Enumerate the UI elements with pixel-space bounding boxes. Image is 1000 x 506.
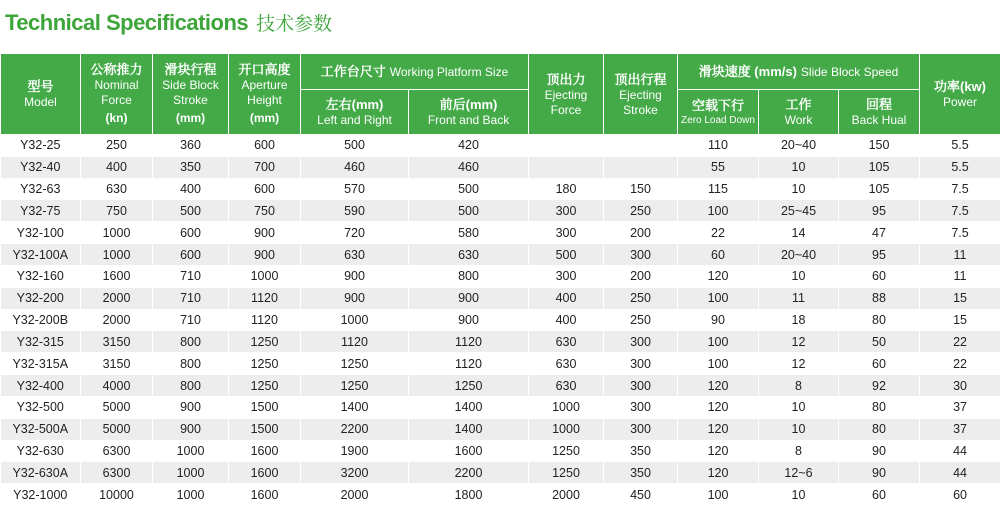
table-row (1, 222, 1000, 244)
header-ejecting-force: 顶出力 Ejecting Force (529, 54, 604, 135)
cell-power: 7.5 (920, 200, 1000, 222)
table-row (1, 309, 1000, 331)
table-row (1, 331, 1000, 353)
cell-work-speed: 10 (759, 484, 839, 506)
cell-work-speed: 10 (759, 418, 839, 440)
cell-aperture-height: 750 (229, 200, 301, 222)
cell-power: 44 (920, 440, 1000, 462)
cell-back-speed: 80 (839, 309, 920, 331)
cell-stroke: 710 (153, 309, 229, 331)
cell-zero-load-down: 115 (678, 178, 759, 200)
cell-model: Y32-315A (1, 353, 81, 375)
cell-aperture-height: 900 (229, 244, 301, 266)
cell-ejecting-force: 630 (529, 331, 604, 353)
cell-nominal-force: 630 (81, 178, 153, 200)
cell-aperture-height: 1120 (229, 287, 301, 309)
cell-model: Y32-630 (1, 440, 81, 462)
cell-nominal-force: 2000 (81, 287, 153, 309)
cell-left-right: 590 (301, 200, 409, 222)
cell-back-speed: 60 (839, 265, 920, 287)
cell-stroke: 350 (153, 156, 229, 178)
cell-power: 44 (920, 462, 1000, 484)
cell-work-speed: 12 (759, 353, 839, 375)
cell-front-back: 1120 (409, 353, 529, 375)
table-row (1, 178, 1000, 200)
cell-nominal-force: 1000 (81, 244, 153, 266)
cell-back-speed: 95 (839, 244, 920, 266)
cell-ejecting-stroke: 250 (604, 309, 678, 331)
cell-stroke: 600 (153, 244, 229, 266)
cell-ejecting-stroke: 350 (604, 462, 678, 484)
cell-power: 11 (920, 265, 1000, 287)
cell-back-speed: 95 (839, 200, 920, 222)
cell-front-back: 1400 (409, 396, 529, 418)
cell-left-right: 1900 (301, 440, 409, 462)
cell-aperture-height: 1120 (229, 309, 301, 331)
table-row (1, 244, 1000, 266)
cell-model: Y32-200 (1, 287, 81, 309)
cell-zero-load-down: 120 (678, 462, 759, 484)
table-row (1, 265, 1000, 287)
cell-model: Y32-100 (1, 222, 81, 244)
table-row (1, 375, 1000, 397)
cell-front-back: 2200 (409, 462, 529, 484)
cell-nominal-force: 6300 (81, 462, 153, 484)
header-speed: 滑块速度 (mm/s) Slide Block Speed (678, 54, 920, 90)
header-ejecting-stroke: 顶出行程 Ejecting Stroke (604, 54, 678, 135)
cell-zero-load-down: 22 (678, 222, 759, 244)
cell-nominal-force: 10000 (81, 484, 153, 506)
cell-ejecting-stroke (604, 156, 678, 178)
cell-left-right: 500 (301, 135, 409, 157)
cell-front-back: 1800 (409, 484, 529, 506)
cell-stroke: 400 (153, 178, 229, 200)
cell-ejecting-force: 400 (529, 309, 604, 331)
table-row (1, 462, 1000, 484)
cell-front-back: 460 (409, 156, 529, 178)
table-row (1, 440, 1000, 462)
cell-back-speed: 150 (839, 135, 920, 157)
cell-nominal-force: 5000 (81, 396, 153, 418)
cell-front-back: 1120 (409, 331, 529, 353)
header-zero-load-down: 空载下行 Zero Load Down (678, 90, 759, 135)
cell-zero-load-down: 100 (678, 484, 759, 506)
cell-ejecting-stroke: 350 (604, 440, 678, 462)
cell-nominal-force: 4000 (81, 375, 153, 397)
cell-power: 11 (920, 244, 1000, 266)
table-row (1, 200, 1000, 222)
cell-stroke: 1000 (153, 440, 229, 462)
header-work: 工作 Work (759, 90, 839, 135)
cell-stroke: 500 (153, 200, 229, 222)
cell-model: Y32-500 (1, 396, 81, 418)
table-row (1, 418, 1000, 440)
cell-front-back: 420 (409, 135, 529, 157)
header-platform: 工作台尺寸 Working Platform Size (301, 54, 529, 90)
cell-work-speed: 8 (759, 375, 839, 397)
cell-ejecting-force (529, 135, 604, 157)
cell-work-speed: 10 (759, 156, 839, 178)
cell-power: 22 (920, 353, 1000, 375)
cell-nominal-force: 250 (81, 135, 153, 157)
title-cn: 技术参数 (256, 14, 332, 35)
cell-work-speed: 12~6 (759, 462, 839, 484)
cell-work-speed: 25~45 (759, 200, 839, 222)
cell-ejecting-force: 300 (529, 200, 604, 222)
header-front-back: 前后(mm) Front and Back (409, 90, 529, 135)
cell-ejecting-force: 400 (529, 287, 604, 309)
cell-work-speed: 11 (759, 287, 839, 309)
cell-aperture-height: 1600 (229, 440, 301, 462)
cell-aperture-height: 1250 (229, 331, 301, 353)
cell-power: 60 (920, 484, 1000, 506)
cell-stroke: 800 (153, 375, 229, 397)
cell-ejecting-stroke: 300 (604, 396, 678, 418)
cell-left-right: 1000 (301, 309, 409, 331)
cell-power: 5.5 (920, 135, 1000, 157)
cell-left-right: 1120 (301, 331, 409, 353)
cell-aperture-height: 1250 (229, 375, 301, 397)
cell-stroke: 600 (153, 222, 229, 244)
spec-table-body (1, 135, 1000, 506)
cell-model: Y32-100A (1, 244, 81, 266)
header-model: 型号 Model (1, 54, 81, 135)
table-row (1, 396, 1000, 418)
cell-power: 15 (920, 287, 1000, 309)
cell-front-back: 1400 (409, 418, 529, 440)
cell-nominal-force: 6300 (81, 440, 153, 462)
cell-zero-load-down: 120 (678, 375, 759, 397)
cell-left-right: 900 (301, 287, 409, 309)
page-title (5, 9, 332, 37)
cell-ejecting-force (529, 156, 604, 178)
cell-back-speed: 80 (839, 396, 920, 418)
cell-ejecting-force: 300 (529, 222, 604, 244)
cell-zero-load-down: 60 (678, 244, 759, 266)
spec-table (0, 53, 1000, 506)
cell-aperture-height: 900 (229, 222, 301, 244)
cell-power: 5.5 (920, 156, 1000, 178)
cell-ejecting-force: 300 (529, 265, 604, 287)
cell-nominal-force: 5000 (81, 418, 153, 440)
cell-model: Y32-40 (1, 156, 81, 178)
cell-zero-load-down: 100 (678, 331, 759, 353)
cell-aperture-height: 1600 (229, 462, 301, 484)
cell-ejecting-stroke: 300 (604, 353, 678, 375)
cell-zero-load-down: 100 (678, 200, 759, 222)
cell-front-back: 800 (409, 265, 529, 287)
cell-power: 7.5 (920, 178, 1000, 200)
cell-aperture-height: 1000 (229, 265, 301, 287)
cell-back-speed: 92 (839, 375, 920, 397)
cell-left-right: 2200 (301, 418, 409, 440)
cell-aperture-height: 1600 (229, 484, 301, 506)
cell-aperture-height: 600 (229, 135, 301, 157)
cell-ejecting-force: 1000 (529, 396, 604, 418)
cell-ejecting-force: 1250 (529, 462, 604, 484)
cell-ejecting-force: 1000 (529, 418, 604, 440)
table-row (1, 287, 1000, 309)
cell-front-back: 900 (409, 287, 529, 309)
cell-model: Y32-75 (1, 200, 81, 222)
cell-back-speed: 47 (839, 222, 920, 244)
cell-nominal-force: 2000 (81, 309, 153, 331)
cell-stroke: 800 (153, 353, 229, 375)
cell-back-speed: 80 (839, 418, 920, 440)
cell-ejecting-force: 500 (529, 244, 604, 266)
cell-work-speed: 14 (759, 222, 839, 244)
cell-front-back: 580 (409, 222, 529, 244)
cell-ejecting-force: 180 (529, 178, 604, 200)
cell-work-speed: 20~40 (759, 135, 839, 157)
cell-aperture-height: 1500 (229, 418, 301, 440)
cell-zero-load-down: 100 (678, 287, 759, 309)
cell-zero-load-down: 120 (678, 418, 759, 440)
cell-stroke: 900 (153, 396, 229, 418)
cell-back-speed: 50 (839, 331, 920, 353)
cell-back-speed: 60 (839, 484, 920, 506)
cell-model: Y32-500A (1, 418, 81, 440)
cell-model: Y32-1000 (1, 484, 81, 506)
cell-left-right: 1250 (301, 353, 409, 375)
cell-model: Y32-630A (1, 462, 81, 484)
cell-front-back: 500 (409, 178, 529, 200)
cell-front-back: 630 (409, 244, 529, 266)
table-row (1, 156, 1000, 178)
cell-work-speed: 10 (759, 265, 839, 287)
cell-stroke: 710 (153, 265, 229, 287)
table-row (1, 135, 1000, 157)
cell-front-back: 1600 (409, 440, 529, 462)
cell-left-right: 3200 (301, 462, 409, 484)
cell-stroke: 710 (153, 287, 229, 309)
cell-left-right: 630 (301, 244, 409, 266)
cell-zero-load-down: 55 (678, 156, 759, 178)
cell-work-speed: 8 (759, 440, 839, 462)
header-aperture: 开口高度 Aperture Height (mm) (229, 54, 301, 135)
cell-stroke: 360 (153, 135, 229, 157)
cell-work-speed: 20~40 (759, 244, 839, 266)
cell-ejecting-stroke: 450 (604, 484, 678, 506)
header-left-right: 左右(mm) Left and Right (301, 90, 409, 135)
cell-model: Y32-160 (1, 265, 81, 287)
cell-nominal-force: 400 (81, 156, 153, 178)
cell-back-speed: 90 (839, 440, 920, 462)
cell-aperture-height: 600 (229, 178, 301, 200)
cell-zero-load-down: 100 (678, 353, 759, 375)
cell-front-back: 1250 (409, 375, 529, 397)
cell-power: 7.5 (920, 222, 1000, 244)
cell-ejecting-stroke: 300 (604, 418, 678, 440)
cell-front-back: 900 (409, 309, 529, 331)
cell-stroke: 1000 (153, 462, 229, 484)
table-row (1, 353, 1000, 375)
cell-front-back: 500 (409, 200, 529, 222)
cell-model: Y32-315 (1, 331, 81, 353)
cell-back-speed: 105 (839, 156, 920, 178)
cell-left-right: 1250 (301, 375, 409, 397)
cell-model: Y32-200B (1, 309, 81, 331)
cell-ejecting-stroke: 150 (604, 178, 678, 200)
cell-power: 30 (920, 375, 1000, 397)
cell-power: 22 (920, 331, 1000, 353)
cell-nominal-force: 3150 (81, 331, 153, 353)
cell-work-speed: 18 (759, 309, 839, 331)
cell-stroke: 800 (153, 331, 229, 353)
cell-model: Y32-63 (1, 178, 81, 200)
cell-left-right: 460 (301, 156, 409, 178)
cell-ejecting-stroke: 300 (604, 244, 678, 266)
cell-nominal-force: 1600 (81, 265, 153, 287)
cell-ejecting-force: 2000 (529, 484, 604, 506)
cell-stroke: 900 (153, 418, 229, 440)
cell-model: Y32-25 (1, 135, 81, 157)
cell-ejecting-force: 630 (529, 353, 604, 375)
cell-ejecting-force: 1250 (529, 440, 604, 462)
cell-power: 37 (920, 396, 1000, 418)
cell-left-right: 720 (301, 222, 409, 244)
cell-zero-load-down: 120 (678, 396, 759, 418)
cell-zero-load-down: 90 (678, 309, 759, 331)
cell-work-speed: 12 (759, 331, 839, 353)
cell-back-speed: 105 (839, 178, 920, 200)
header-back-hual: 回程 Back Hual (839, 90, 920, 135)
cell-left-right: 2000 (301, 484, 409, 506)
cell-left-right: 1400 (301, 396, 409, 418)
cell-nominal-force: 3150 (81, 353, 153, 375)
cell-ejecting-stroke: 300 (604, 375, 678, 397)
cell-ejecting-stroke: 250 (604, 287, 678, 309)
cell-back-speed: 60 (839, 353, 920, 375)
cell-ejecting-stroke: 250 (604, 200, 678, 222)
cell-aperture-height: 700 (229, 156, 301, 178)
cell-back-speed: 90 (839, 462, 920, 484)
header-nominal-force: 公称推力 Nominal Force (kn) (81, 54, 153, 135)
cell-zero-load-down: 110 (678, 135, 759, 157)
header-stroke: 滑块行程 Side Block Stroke (mm) (153, 54, 229, 135)
cell-back-speed: 88 (839, 287, 920, 309)
header-power: 功率(kw) Power (920, 54, 1000, 135)
cell-ejecting-stroke (604, 135, 678, 157)
cell-power: 15 (920, 309, 1000, 331)
cell-aperture-height: 1500 (229, 396, 301, 418)
cell-work-speed: 10 (759, 178, 839, 200)
cell-nominal-force: 1000 (81, 222, 153, 244)
cell-zero-load-down: 120 (678, 265, 759, 287)
cell-nominal-force: 750 (81, 200, 153, 222)
cell-left-right: 570 (301, 178, 409, 200)
cell-work-speed: 10 (759, 396, 839, 418)
cell-left-right: 900 (301, 265, 409, 287)
cell-stroke: 1000 (153, 484, 229, 506)
cell-ejecting-stroke: 300 (604, 331, 678, 353)
cell-ejecting-stroke: 200 (604, 222, 678, 244)
title-en: Technical Specifications (5, 10, 248, 35)
cell-model: Y32-400 (1, 375, 81, 397)
cell-ejecting-force: 630 (529, 375, 604, 397)
cell-aperture-height: 1250 (229, 353, 301, 375)
cell-zero-load-down: 120 (678, 440, 759, 462)
cell-power: 37 (920, 418, 1000, 440)
cell-ejecting-stroke: 200 (604, 265, 678, 287)
